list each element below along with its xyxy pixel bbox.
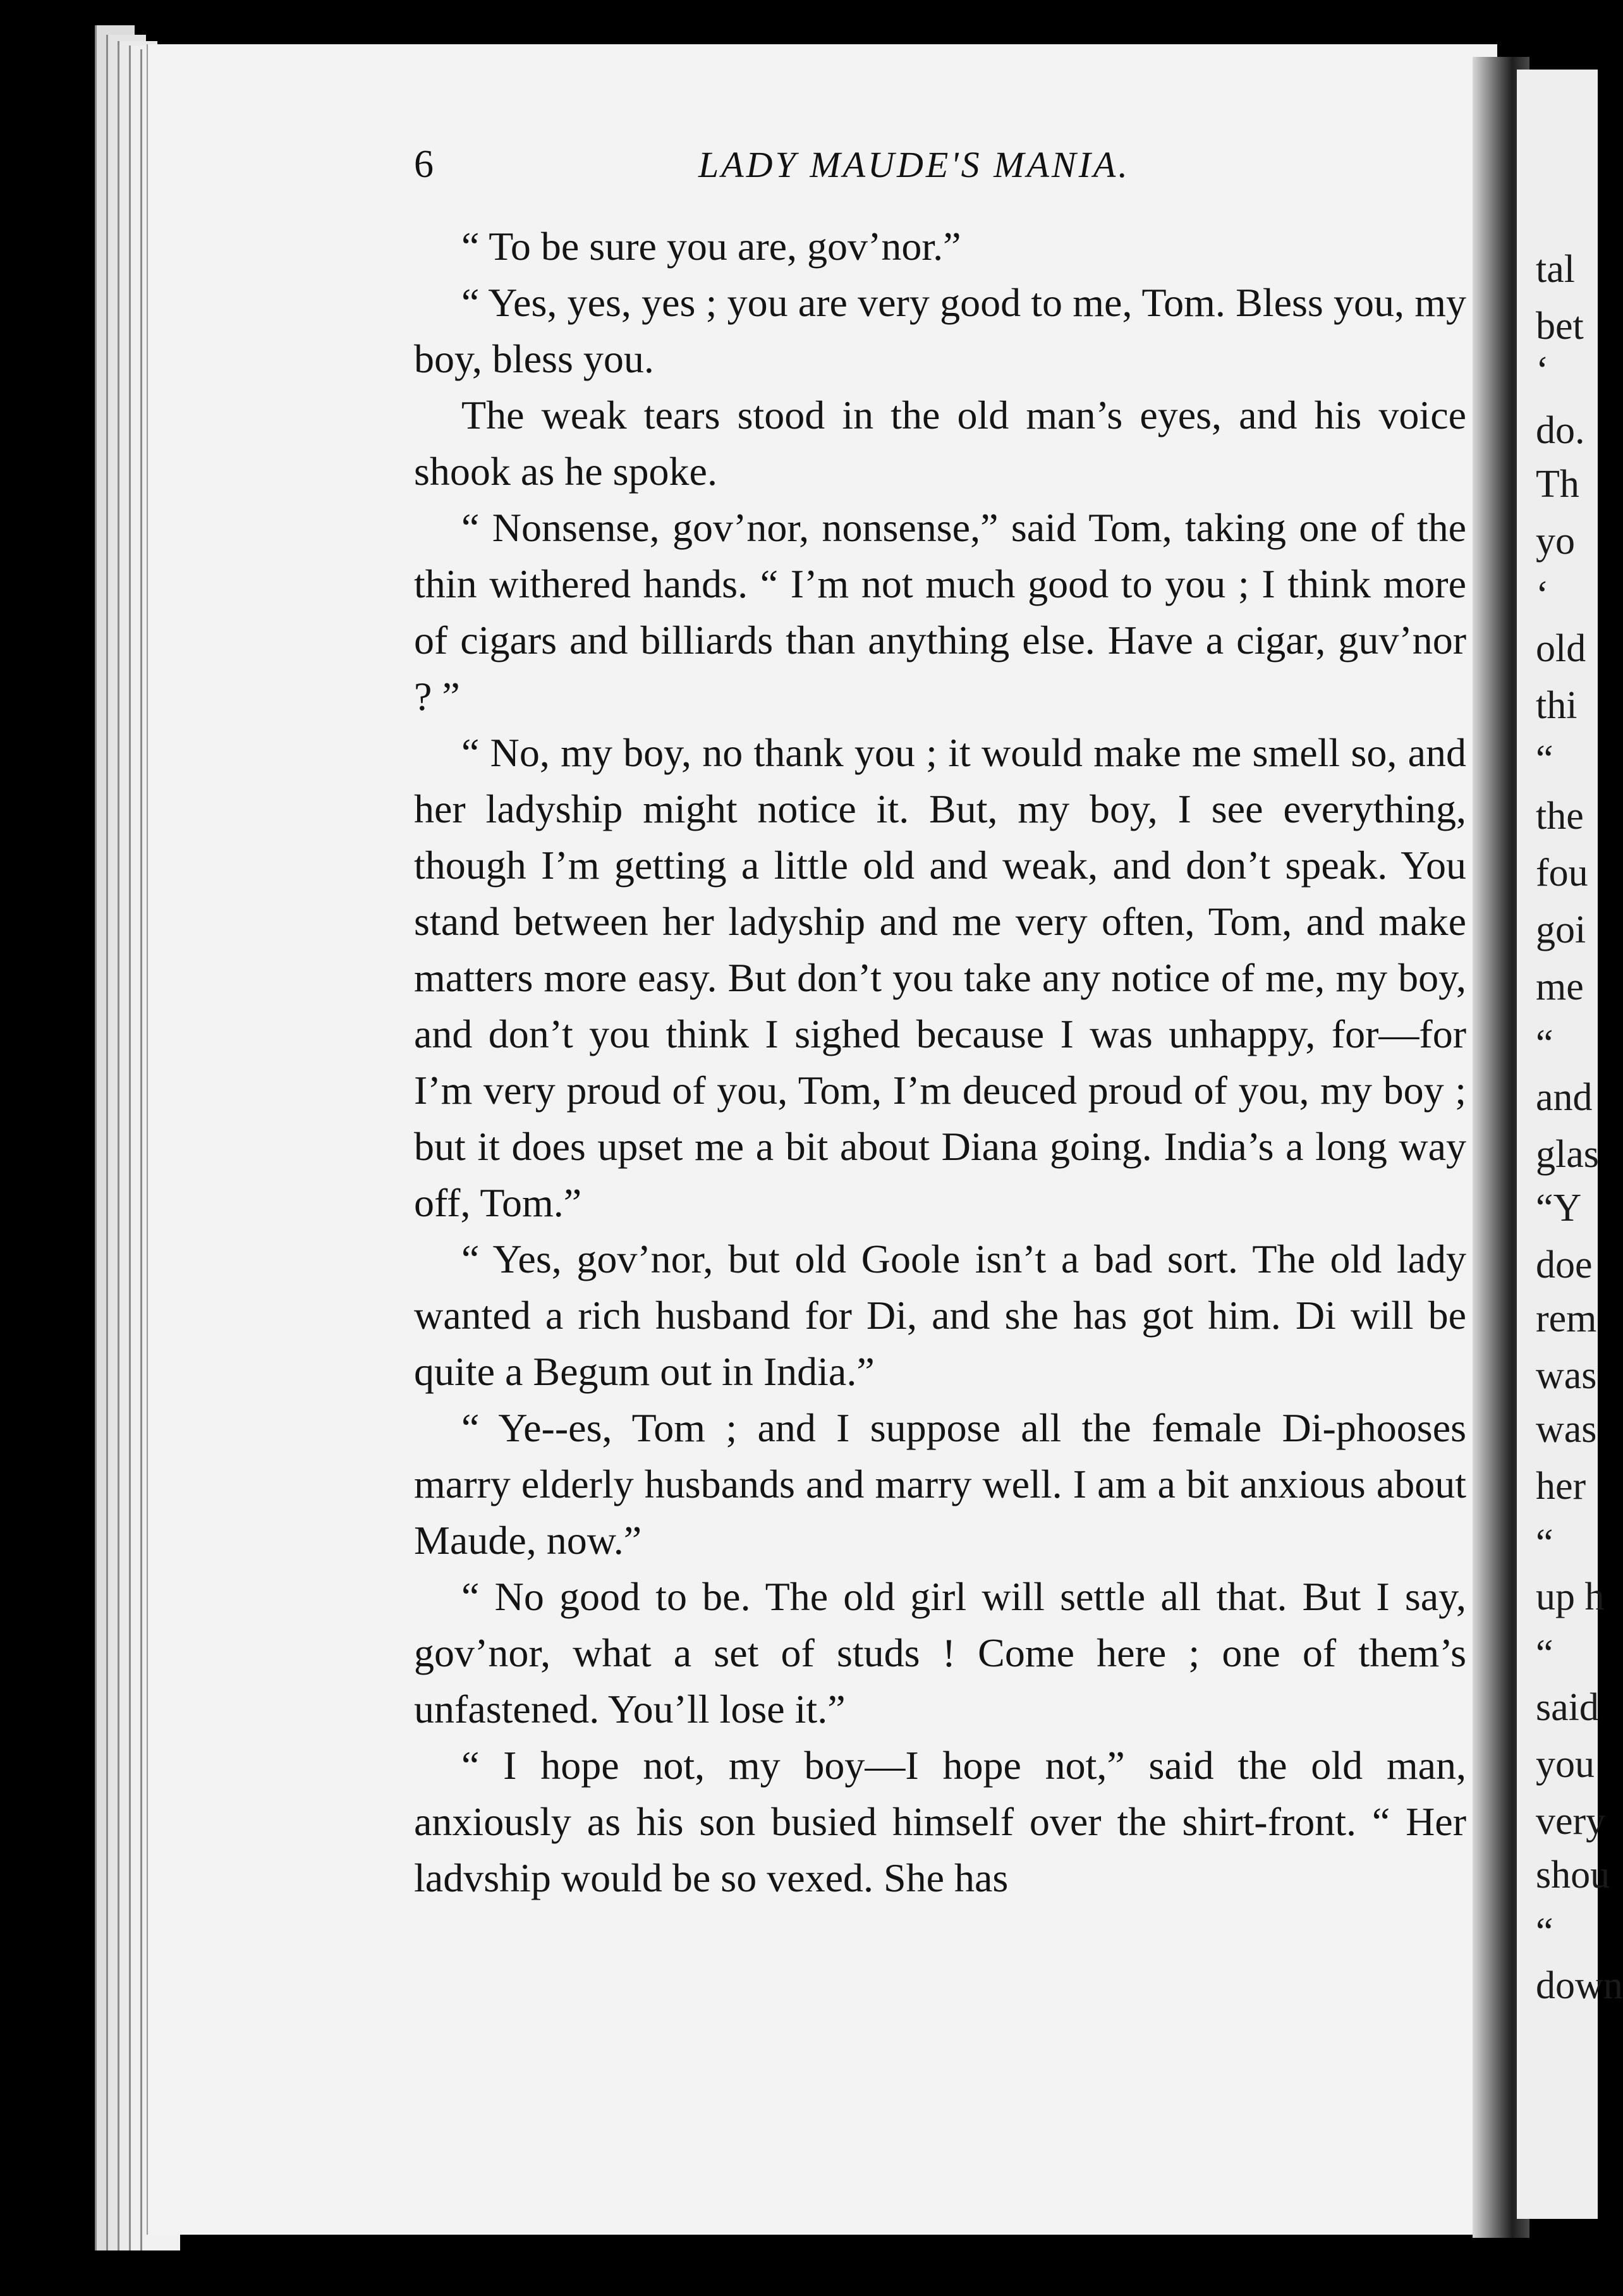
paragraph: “ Yes, yes, yes ; you are very good to me, Tom. Bless you, my boy, bless you. [414,280,1466,381]
facing-page-fragment: “ [1536,1522,1553,1565]
facing-page-fragment: ‘ [1536,573,1549,616]
facing-page-fragment: “Y [1536,1187,1582,1230]
facing-page-fragment: up h [1536,1575,1605,1618]
facing-page-fragment: doe [1536,1243,1593,1286]
paragraph: “ To be sure you are, gov’nor.” [461,224,961,269]
body-text [414,218,1466,1906]
facing-page-fragment: was [1536,1354,1597,1397]
page-number: 6 [414,143,434,186]
facing-page-fragment: thi [1536,684,1577,727]
facing-page-fragment: “ [1536,1022,1553,1065]
paragraph: “ I hope not, my boy—I hope not,” said the old man, anxiously as his son busied himself over the shirt-front. “ Her ladvship would be so vexed. She has [414,1743,1466,1900]
facing-page-fragment: Th [1536,463,1579,506]
facing-page-fragment: bet [1536,305,1584,348]
facing-page-fragment: me [1536,965,1584,1008]
facing-page-fragment: the [1536,795,1584,838]
facing-page-fragment: shou [1536,1853,1610,1896]
facing-page-fragment: her [1536,1465,1586,1508]
facing-page-fragment: very [1536,1800,1606,1843]
facing-page-fragment: old [1536,627,1586,670]
facing-page-fragment: goi [1536,908,1586,951]
paragraph: “ No, my boy, no thank you ; it would make me smell so, and her ladyship might notice it. But, my boy, I see everything, though I’m getting a little old and weak, and don’t speak. You stand between her ladyship and me very often, Tom, and make matters more easy. But don’t you take any notice of me, my boy, and don’t you think I sighed because I was unhappy, for—for I’m very proud of you, Tom, I’m deuced proud of you, my boy ; but it does upset me a bit about Diana going. India’s a long way off, Tom.” [414,730,1466,1225]
facing-page-fragment: yo [1536,520,1575,563]
facing-page-fragment: “ [1536,738,1553,781]
facing-page-fragment: fou [1536,852,1588,895]
facing-page-fragment: ‘ [1536,349,1549,392]
paragraph: “ Yes, gov’nor, but old Goole isn’t a bad sort. The old lady wanted a rich husband for Di, and she has got him. Di will be quite a Begum out in India.” [414,1237,1466,1394]
facing-page [1517,70,1623,2219]
facing-page-fragment: and [1536,1076,1593,1119]
page-header [414,142,1466,193]
facing-page-fragment: tal [1536,248,1575,291]
facing-page-fragment: “ [1536,1632,1553,1675]
facing-page-fragment: glas [1536,1133,1599,1176]
facing-page-fragment: rem [1536,1297,1597,1340]
facing-page-fragment: you [1536,1743,1595,1786]
paragraph: “ Ye--es, Tom ; and I suppose all the female Di-phooses marry elderly husbands and marry well. I am a bit anxious about Maude, now.” [414,1405,1466,1563]
paragraph: “ Nonsense, gov’nor, nonsense,” said Tom, taking one of the thin withered hands. “ I’m not much good to you ; I think more of cigars and billiards than anything else. Have a cigar, guv’nor ? ” [414,505,1466,719]
facing-page-fragment: down [1536,1964,1623,2007]
facing-page-fragment: “ [1536,1910,1553,1953]
paragraph: The weak tears stood in the old man’s eyes, and his voice shook as he spoke. [414,393,1466,494]
facing-page-fragment: do. [1536,409,1585,452]
running-head: LADY MAUDE'S MANIA. [698,144,1130,185]
paragraph: “ No good to be. The old girl will settle all that. But I say, gov’nor, what a set of studs ! Come here ; one of them’s unfastened. You’ll lose it.” [414,1574,1466,1731]
facing-page-fragment: said [1536,1686,1599,1729]
facing-page-fragment: was [1536,1408,1597,1451]
